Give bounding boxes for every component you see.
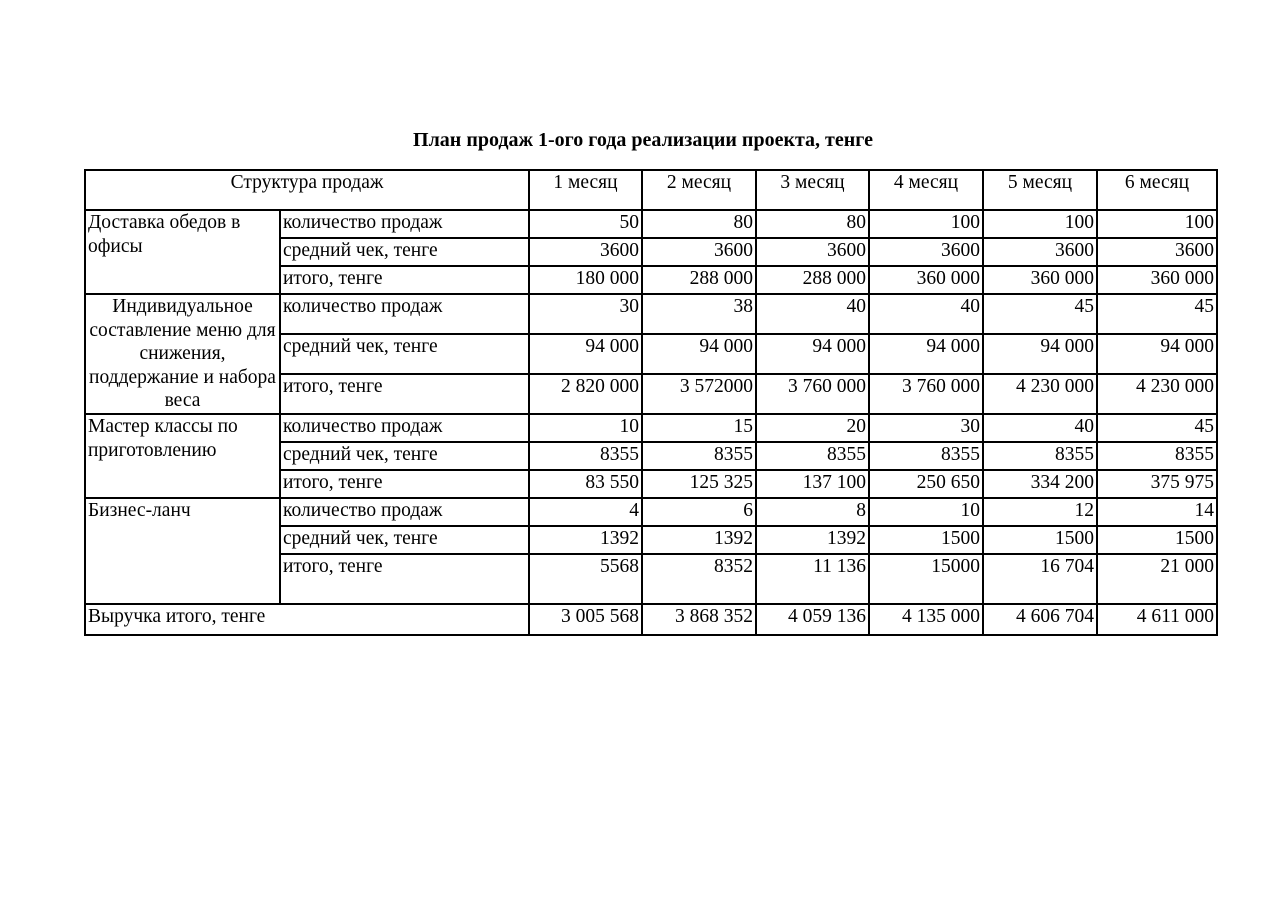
metric-label: итого, тенге bbox=[280, 374, 529, 414]
value-cell: 50 bbox=[529, 210, 642, 238]
value-cell: 8355 bbox=[756, 442, 869, 470]
total-value-cell: 4 135 000 bbox=[869, 604, 983, 635]
metric-label: количество продаж bbox=[280, 210, 529, 238]
total-value-cell: 3 005 568 bbox=[529, 604, 642, 635]
month-header: 1 месяц bbox=[529, 170, 642, 210]
total-value-cell: 4 611 000 bbox=[1097, 604, 1217, 635]
metric-label: средний чек, тенге bbox=[280, 442, 529, 470]
table-row bbox=[85, 414, 1217, 442]
metric-label: количество продаж bbox=[280, 498, 529, 526]
value-cell: 1392 bbox=[529, 526, 642, 554]
value-cell: 94 000 bbox=[756, 334, 869, 374]
metric-label: средний чек, тенге bbox=[280, 334, 529, 374]
value-cell: 375 975 bbox=[1097, 470, 1217, 498]
value-cell: 3 760 000 bbox=[869, 374, 983, 414]
table-row bbox=[85, 498, 1217, 526]
sales-plan-table bbox=[84, 169, 1218, 636]
value-cell: 1392 bbox=[642, 526, 756, 554]
total-label: Выручка итого, тенге bbox=[85, 604, 529, 635]
structure-header: Структура продаж bbox=[85, 170, 529, 210]
total-value-cell: 4 606 704 bbox=[983, 604, 1097, 635]
value-cell: 11 136 bbox=[756, 554, 869, 604]
value-cell: 30 bbox=[529, 294, 642, 334]
value-cell: 6 bbox=[642, 498, 756, 526]
value-cell: 137 100 bbox=[756, 470, 869, 498]
value-cell: 334 200 bbox=[983, 470, 1097, 498]
value-cell: 80 bbox=[756, 210, 869, 238]
value-cell: 38 bbox=[642, 294, 756, 334]
value-cell: 94 000 bbox=[983, 334, 1097, 374]
value-cell: 20 bbox=[756, 414, 869, 442]
value-cell: 45 bbox=[983, 294, 1097, 334]
value-cell: 3600 bbox=[869, 238, 983, 266]
value-cell: 250 650 bbox=[869, 470, 983, 498]
value-cell: 14 bbox=[1097, 498, 1217, 526]
value-cell: 288 000 bbox=[642, 266, 756, 294]
value-cell: 12 bbox=[983, 498, 1097, 526]
value-cell: 1500 bbox=[869, 526, 983, 554]
total-value-cell: 4 059 136 bbox=[756, 604, 869, 635]
value-cell: 8355 bbox=[983, 442, 1097, 470]
value-cell: 3600 bbox=[983, 238, 1097, 266]
value-cell: 40 bbox=[983, 414, 1097, 442]
value-cell: 10 bbox=[869, 498, 983, 526]
group-label: Доставка обедов в офисы bbox=[85, 210, 280, 294]
group-label: Бизнес-ланч bbox=[85, 498, 280, 604]
total-row bbox=[85, 604, 1217, 635]
metric-label: итого, тенге bbox=[280, 266, 529, 294]
table-header-row bbox=[85, 170, 1217, 210]
metric-label: средний чек, тенге bbox=[280, 238, 529, 266]
metric-label: итого, тенге bbox=[280, 470, 529, 498]
group-label: Мастер классы по приготовлению bbox=[85, 414, 280, 498]
value-cell: 10 bbox=[529, 414, 642, 442]
value-cell: 125 325 bbox=[642, 470, 756, 498]
value-cell: 3 760 000 bbox=[756, 374, 869, 414]
value-cell: 8352 bbox=[642, 554, 756, 604]
value-cell: 100 bbox=[1097, 210, 1217, 238]
value-cell: 288 000 bbox=[756, 266, 869, 294]
value-cell: 1392 bbox=[756, 526, 869, 554]
value-cell: 3600 bbox=[1097, 238, 1217, 266]
total-value-cell: 3 868 352 bbox=[642, 604, 756, 635]
value-cell: 15 bbox=[642, 414, 756, 442]
month-header: 5 месяц bbox=[983, 170, 1097, 210]
value-cell: 30 bbox=[869, 414, 983, 442]
value-cell: 3 572000 bbox=[642, 374, 756, 414]
value-cell: 8355 bbox=[642, 442, 756, 470]
value-cell: 21 000 bbox=[1097, 554, 1217, 604]
value-cell: 100 bbox=[869, 210, 983, 238]
metric-label: итого, тенге bbox=[280, 554, 529, 604]
value-cell: 45 bbox=[1097, 414, 1217, 442]
value-cell: 15000 bbox=[869, 554, 983, 604]
value-cell: 4 230 000 bbox=[1097, 374, 1217, 414]
value-cell: 94 000 bbox=[529, 334, 642, 374]
value-cell: 40 bbox=[869, 294, 983, 334]
value-cell: 4 bbox=[529, 498, 642, 526]
group-label: Индивидуальное составление меню для снижения, поддержание и набора веса bbox=[85, 294, 280, 414]
value-cell: 8355 bbox=[1097, 442, 1217, 470]
metric-label: средний чек, тенге bbox=[280, 526, 529, 554]
table-row bbox=[85, 210, 1217, 238]
value-cell: 94 000 bbox=[869, 334, 983, 374]
month-header: 3 месяц bbox=[756, 170, 869, 210]
value-cell: 360 000 bbox=[983, 266, 1097, 294]
value-cell: 94 000 bbox=[642, 334, 756, 374]
value-cell: 16 704 bbox=[983, 554, 1097, 604]
page-title: План продаж 1-ого года реализации проекта, тенге bbox=[413, 129, 873, 151]
value-cell: 45 bbox=[1097, 294, 1217, 334]
value-cell: 360 000 bbox=[1097, 266, 1217, 294]
value-cell: 3600 bbox=[642, 238, 756, 266]
value-cell: 2 820 000 bbox=[529, 374, 642, 414]
value-cell: 1500 bbox=[983, 526, 1097, 554]
value-cell: 40 bbox=[756, 294, 869, 334]
value-cell: 3600 bbox=[756, 238, 869, 266]
table-row bbox=[85, 294, 1217, 334]
value-cell: 94 000 bbox=[1097, 334, 1217, 374]
month-header: 2 месяц bbox=[642, 170, 756, 210]
value-cell: 5568 bbox=[529, 554, 642, 604]
metric-label: количество продаж bbox=[280, 294, 529, 334]
value-cell: 8 bbox=[756, 498, 869, 526]
value-cell: 360 000 bbox=[869, 266, 983, 294]
month-header: 6 месяц bbox=[1097, 170, 1217, 210]
value-cell: 8355 bbox=[529, 442, 642, 470]
value-cell: 80 bbox=[642, 210, 756, 238]
value-cell: 83 550 bbox=[529, 470, 642, 498]
value-cell: 4 230 000 bbox=[983, 374, 1097, 414]
value-cell: 8355 bbox=[869, 442, 983, 470]
metric-label: количество продаж bbox=[280, 414, 529, 442]
value-cell: 180 000 bbox=[529, 266, 642, 294]
value-cell: 3600 bbox=[529, 238, 642, 266]
month-header: 4 месяц bbox=[869, 170, 983, 210]
value-cell: 1500 bbox=[1097, 526, 1217, 554]
value-cell: 100 bbox=[983, 210, 1097, 238]
